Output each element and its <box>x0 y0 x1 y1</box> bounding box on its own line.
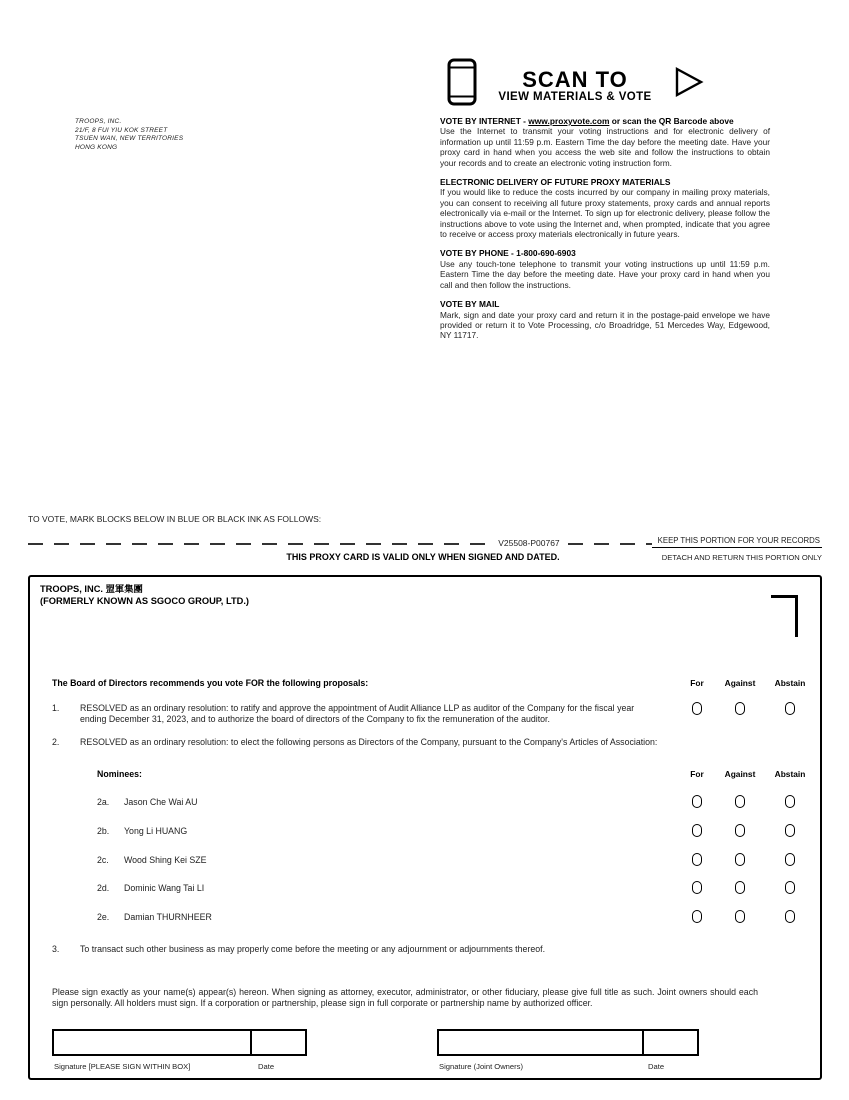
scan-subtitle: VIEW MATERIALS & VOTE <box>498 90 652 103</box>
proposal-text: RESOLVED as an ordinary resolution: to elect the following persons as Directors of the Company, pursuant to the Company's Articles of Association: <box>80 737 658 747</box>
valid-when-signed-notice: THIS PROXY CARD IS VALID ONLY WHEN SIGNED AND DATED. <box>286 552 560 562</box>
vote-by-mail-heading: VOTE BY MAIL <box>440 299 500 310</box>
for-column-header: For <box>690 769 704 779</box>
control-number: V25508-P00767 <box>498 538 560 548</box>
vote-by-mail-body: Mark, sign and date your proxy card and return it in the postage-paid envelope we have provided or return it to Vote Processing, c/o Broadridge, 51 Mercedes Way, Edgewood, NY 11717. <box>440 309 770 341</box>
proposal-text: RESOLVED as an ordinary resolution: to ratify and approve the appointment of Audit Alliance LLP as auditor of the Company for the fiscal year ending December 31, 2023, and to authorize the board of directors of the Company to fix the remuneration of the auditor. <box>80 703 635 725</box>
nominee-name: Dominic Wang Tai LI <box>124 883 205 893</box>
address-line: TSUEN WAN, NEW TERRITORIES <box>75 135 184 142</box>
mark-blocks-instruction: TO VOTE, MARK BLOCKS BELOW IN BLUE OR BLACK INK AS FOLLOWS: <box>28 514 322 524</box>
proposal-2 <box>52 737 732 748</box>
signature-box-joint[interactable] <box>437 1029 644 1056</box>
nominee-2a-abstain-checkbox[interactable] <box>785 795 795 808</box>
vote-column-headers <box>680 678 814 688</box>
detach-portion-label: DETACH AND RETURN THIS PORTION ONLY <box>661 553 822 562</box>
nominee-2b-vote-row <box>680 824 814 839</box>
nominee-2a-against-checkbox[interactable] <box>735 795 745 808</box>
scan-banner-text <box>489 67 661 103</box>
vote-by-phone-section <box>440 248 770 290</box>
nominee-2b-against-checkbox[interactable] <box>735 824 745 837</box>
nominee-name: Wood Shing Kei SZE <box>124 855 207 865</box>
proposal-1-against-checkbox[interactable] <box>735 702 745 715</box>
perforation-row <box>28 533 822 548</box>
validity-row <box>28 552 822 565</box>
nominee-2c-abstain-checkbox[interactable] <box>785 853 795 866</box>
vote-by-internet-heading: VOTE BY INTERNET - <box>440 116 529 126</box>
nominee-2b-abstain-checkbox[interactable] <box>785 824 795 837</box>
nominee-2e-against-checkbox[interactable] <box>735 910 745 923</box>
nominee-2d-for-checkbox[interactable] <box>692 881 702 894</box>
signature-primary-label: Signature [PLEASE SIGN WITHIN BOX] <box>54 1062 191 1071</box>
nominee-row <box>97 855 206 865</box>
proposal-number: 1. <box>52 703 60 713</box>
nominees-vote-column-headers <box>680 769 814 779</box>
date-box-joint[interactable] <box>642 1029 699 1056</box>
electronic-delivery-body: If you would like to reduce the costs incurred by our company in mailing proxy materials, you can consent to receiving all future proxy statements, proxy cards and annual reports electronically via e-mail or the Internet. To sign up for electronic delivery, please follow the instructions above to vote using the Internet and, when prompted, indicate that you agree to receive or access proxy materials electronically in future years. <box>440 187 770 240</box>
scan-title: SCAN TO <box>522 66 628 92</box>
vote-by-internet-heading-suffix: or scan the QR Barcode above <box>609 116 734 126</box>
nominee-row <box>97 826 187 836</box>
proposal-3 <box>52 944 732 955</box>
electronic-delivery-section <box>440 177 770 239</box>
abstain-column-header: Abstain <box>774 678 806 688</box>
board-recommendation: The Board of Directors recommends you vote FOR the following proposals: <box>52 678 369 688</box>
signature-joint-label: Signature (Joint Owners) <box>439 1062 523 1071</box>
nominee-2c-for-checkbox[interactable] <box>692 853 702 866</box>
proposal-number: 3. <box>52 944 60 954</box>
nominee-number: 2c. <box>97 855 109 865</box>
nominee-2e-abstain-checkbox[interactable] <box>785 910 795 923</box>
nominee-2d-abstain-checkbox[interactable] <box>785 881 795 894</box>
scan-banner <box>447 58 705 111</box>
registration-corner-mark <box>771 595 798 637</box>
keep-portion-label: KEEP THIS PORTION FOR YOUR RECORDS <box>652 536 822 548</box>
return-address <box>75 118 183 152</box>
nominee-name: Jason Che Wai AU <box>124 797 198 807</box>
electronic-delivery-heading: ELECTRONIC DELIVERY OF FUTURE PROXY MATERIALS <box>440 177 671 188</box>
nominee-2a-for-checkbox[interactable] <box>692 795 702 808</box>
vote-by-internet-body: Use the Internet to transmit your voting instructions and for electronic delivery of information up until 11:59 p.m. Eastern Time the day before the meeting date. Have your proxy card in hand when you access the web site and follow the instructions to obtain your records and to create an electronic voting instruction form. <box>440 126 770 168</box>
company-former-name: (FORMERLY KNOWN AS SGOCO GROUP, LTD.) <box>40 595 250 606</box>
perforation-dashes <box>28 543 490 545</box>
date-primary-label: Date <box>258 1062 275 1071</box>
address-line: TROOPS, INC. <box>75 118 122 125</box>
signature-group-joint <box>437 1029 699 1056</box>
against-column-header: Against <box>724 678 756 688</box>
company-name: TROOPS, INC. 盟軍集團 <box>40 584 143 594</box>
proposal-1-vote-row <box>680 702 814 717</box>
proxyvote-link[interactable]: www.proxyvote.com <box>528 116 610 126</box>
nominee-2d-vote-row <box>680 881 814 896</box>
nominee-2c-against-checkbox[interactable] <box>735 853 745 866</box>
nominee-2d-against-checkbox[interactable] <box>735 881 745 894</box>
company-name-block <box>40 584 249 607</box>
address-line: 21/F, 8 FUI YIU KOK STREET <box>75 126 168 134</box>
proposal-number: 2. <box>52 737 60 747</box>
date-joint-label: Date <box>648 1062 665 1071</box>
vote-by-phone-body: Use any touch-tone telephone to transmit your voting instructions up until 11:59 p.m. Eastern Time the day before the meeting date. Have your proxy card in hand when you call and then follow the instructions. <box>440 258 770 290</box>
proposal-1-for-checkbox[interactable] <box>692 702 702 715</box>
nominee-number: 2a. <box>97 797 110 807</box>
against-column-header: Against <box>724 769 756 779</box>
abstain-column-header: Abstain <box>774 769 806 779</box>
nominee-2e-vote-row <box>680 910 814 925</box>
nominees-label: Nominees: <box>97 769 142 779</box>
nominee-number: 2b. <box>97 826 110 836</box>
for-column-header: For <box>690 678 704 688</box>
vote-by-mail-section <box>440 299 770 341</box>
proposal-1 <box>52 703 652 725</box>
proposal-text: To transact such other business as may properly come before the meeting or any adjournment or adjournments thereof. <box>80 944 546 954</box>
nominee-2b-for-checkbox[interactable] <box>692 824 702 837</box>
nominee-row <box>97 797 198 807</box>
triangle-right-icon <box>673 65 705 104</box>
nominee-row <box>97 912 212 922</box>
proposal-1-abstain-checkbox[interactable] <box>785 702 795 715</box>
nominee-number: 2d. <box>97 883 110 893</box>
vote-by-internet-section <box>440 116 770 168</box>
nominee-2e-for-checkbox[interactable] <box>692 910 702 923</box>
address-line: HONG KONG <box>75 143 118 151</box>
nominee-row <box>97 883 204 893</box>
nominee-name: Yong Li HUANG <box>124 826 188 836</box>
signature-group-primary <box>52 1029 307 1056</box>
date-box-primary[interactable] <box>250 1029 307 1056</box>
sign-instructions: Please sign exactly as your name(s) appear(s) hereon. When signing as attorney, executor, administrator, or other fiduciary, please give full title as such. Joint owners should each sign personally. All holders must sign. If a corporation or partnership, please sign in full corporate or partnership name by authorized officer. <box>52 987 758 1009</box>
signature-box-primary[interactable] <box>52 1029 252 1056</box>
nominee-number: 2e. <box>97 912 110 922</box>
nominee-2c-vote-row <box>680 853 814 868</box>
vote-by-phone-heading: VOTE BY PHONE - 1-800-690-6903 <box>440 248 576 259</box>
nominee-name: Damian THURNHEER <box>124 912 212 922</box>
vote-instructions <box>440 116 770 350</box>
nominee-2a-vote-row <box>680 795 814 810</box>
proxy-card <box>28 575 822 1080</box>
smartphone-icon <box>447 58 477 111</box>
perforation-dashes <box>568 543 652 545</box>
